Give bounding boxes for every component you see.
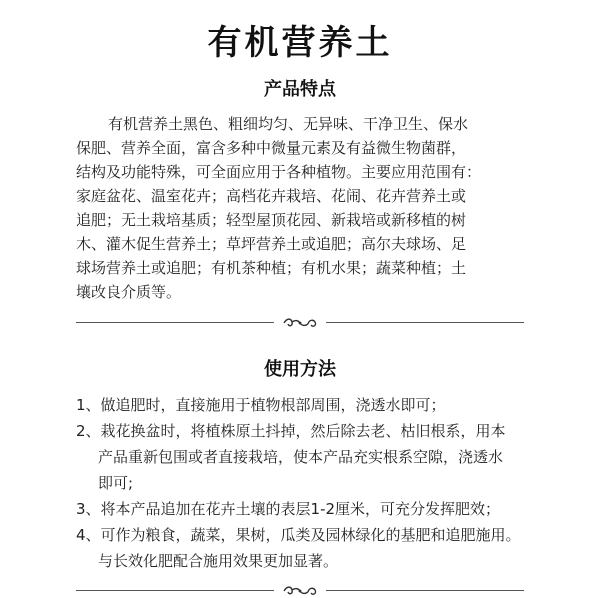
usage-item-continuation: 即可; — [98, 474, 134, 492]
features-line: 球场营养土或追肥；有机茶种植；有机水果；蔬菜种植；土 — [76, 259, 467, 277]
usage-item: 1、做追肥时，直接施用于植物根部周围，浇透水即可； — [76, 396, 446, 414]
usage-item-continuation: 产品重新包围或者直接栽培，使本产品充实根系空隙，浇透水 — [98, 448, 504, 466]
divider-rule-left — [76, 590, 274, 591]
usage-item-continuation: 与长效化肥配合施用效果更加显著。 — [98, 552, 339, 570]
features-heading: 产品特点 — [264, 79, 336, 100]
features-paragraph — [76, 112, 536, 304]
features-line: 结构及功能特殊，可全面应用于各种植物。主要应用范围有： — [76, 163, 482, 181]
features-line: 壤改良介质等。 — [76, 283, 182, 301]
section-divider — [76, 316, 524, 330]
usage-heading: 使用方法 — [264, 359, 336, 380]
scroll-flourish-icon — [280, 584, 320, 598]
features-line: 有机营养土黑色、粗细均匀、无异味、干净卫生、保水 — [108, 115, 469, 133]
usage-item: 3、将本产品追加在花卉土壤的表层1-2厘米，可充分发挥肥效； — [76, 500, 501, 518]
divider-rule-right — [326, 590, 524, 591]
page-title: 有机营养土 — [207, 23, 393, 63]
usage-item: 4、可作为粮食，蔬菜，果树，瓜类及园林绿化的基肥和追肥施用。 — [76, 526, 521, 544]
scroll-flourish-icon — [280, 316, 320, 330]
features-line: 家庭盆花、温室花卉；高档花卉栽培、花闹、花卉营养土或 — [76, 187, 467, 205]
features-line: 保肥、营养全面，富含多种中微量元素及有益微生物菌群， — [76, 139, 467, 157]
section-divider — [76, 584, 524, 598]
divider-rule-left — [76, 322, 274, 323]
usage-item: 2、栽花换盆时，将植株原土抖掉，然后除去老、枯旧根系，用本 — [76, 422, 506, 440]
features-line: 追肥；无土栽培基质；轻型屋顶花园、新栽培或新移植的树 — [76, 211, 467, 229]
usage-list — [76, 392, 546, 574]
features-line: 木、灌木促生营养土；草坪营养土或追肥；高尔夫球场、足 — [76, 235, 467, 253]
divider-rule-right — [326, 322, 524, 323]
